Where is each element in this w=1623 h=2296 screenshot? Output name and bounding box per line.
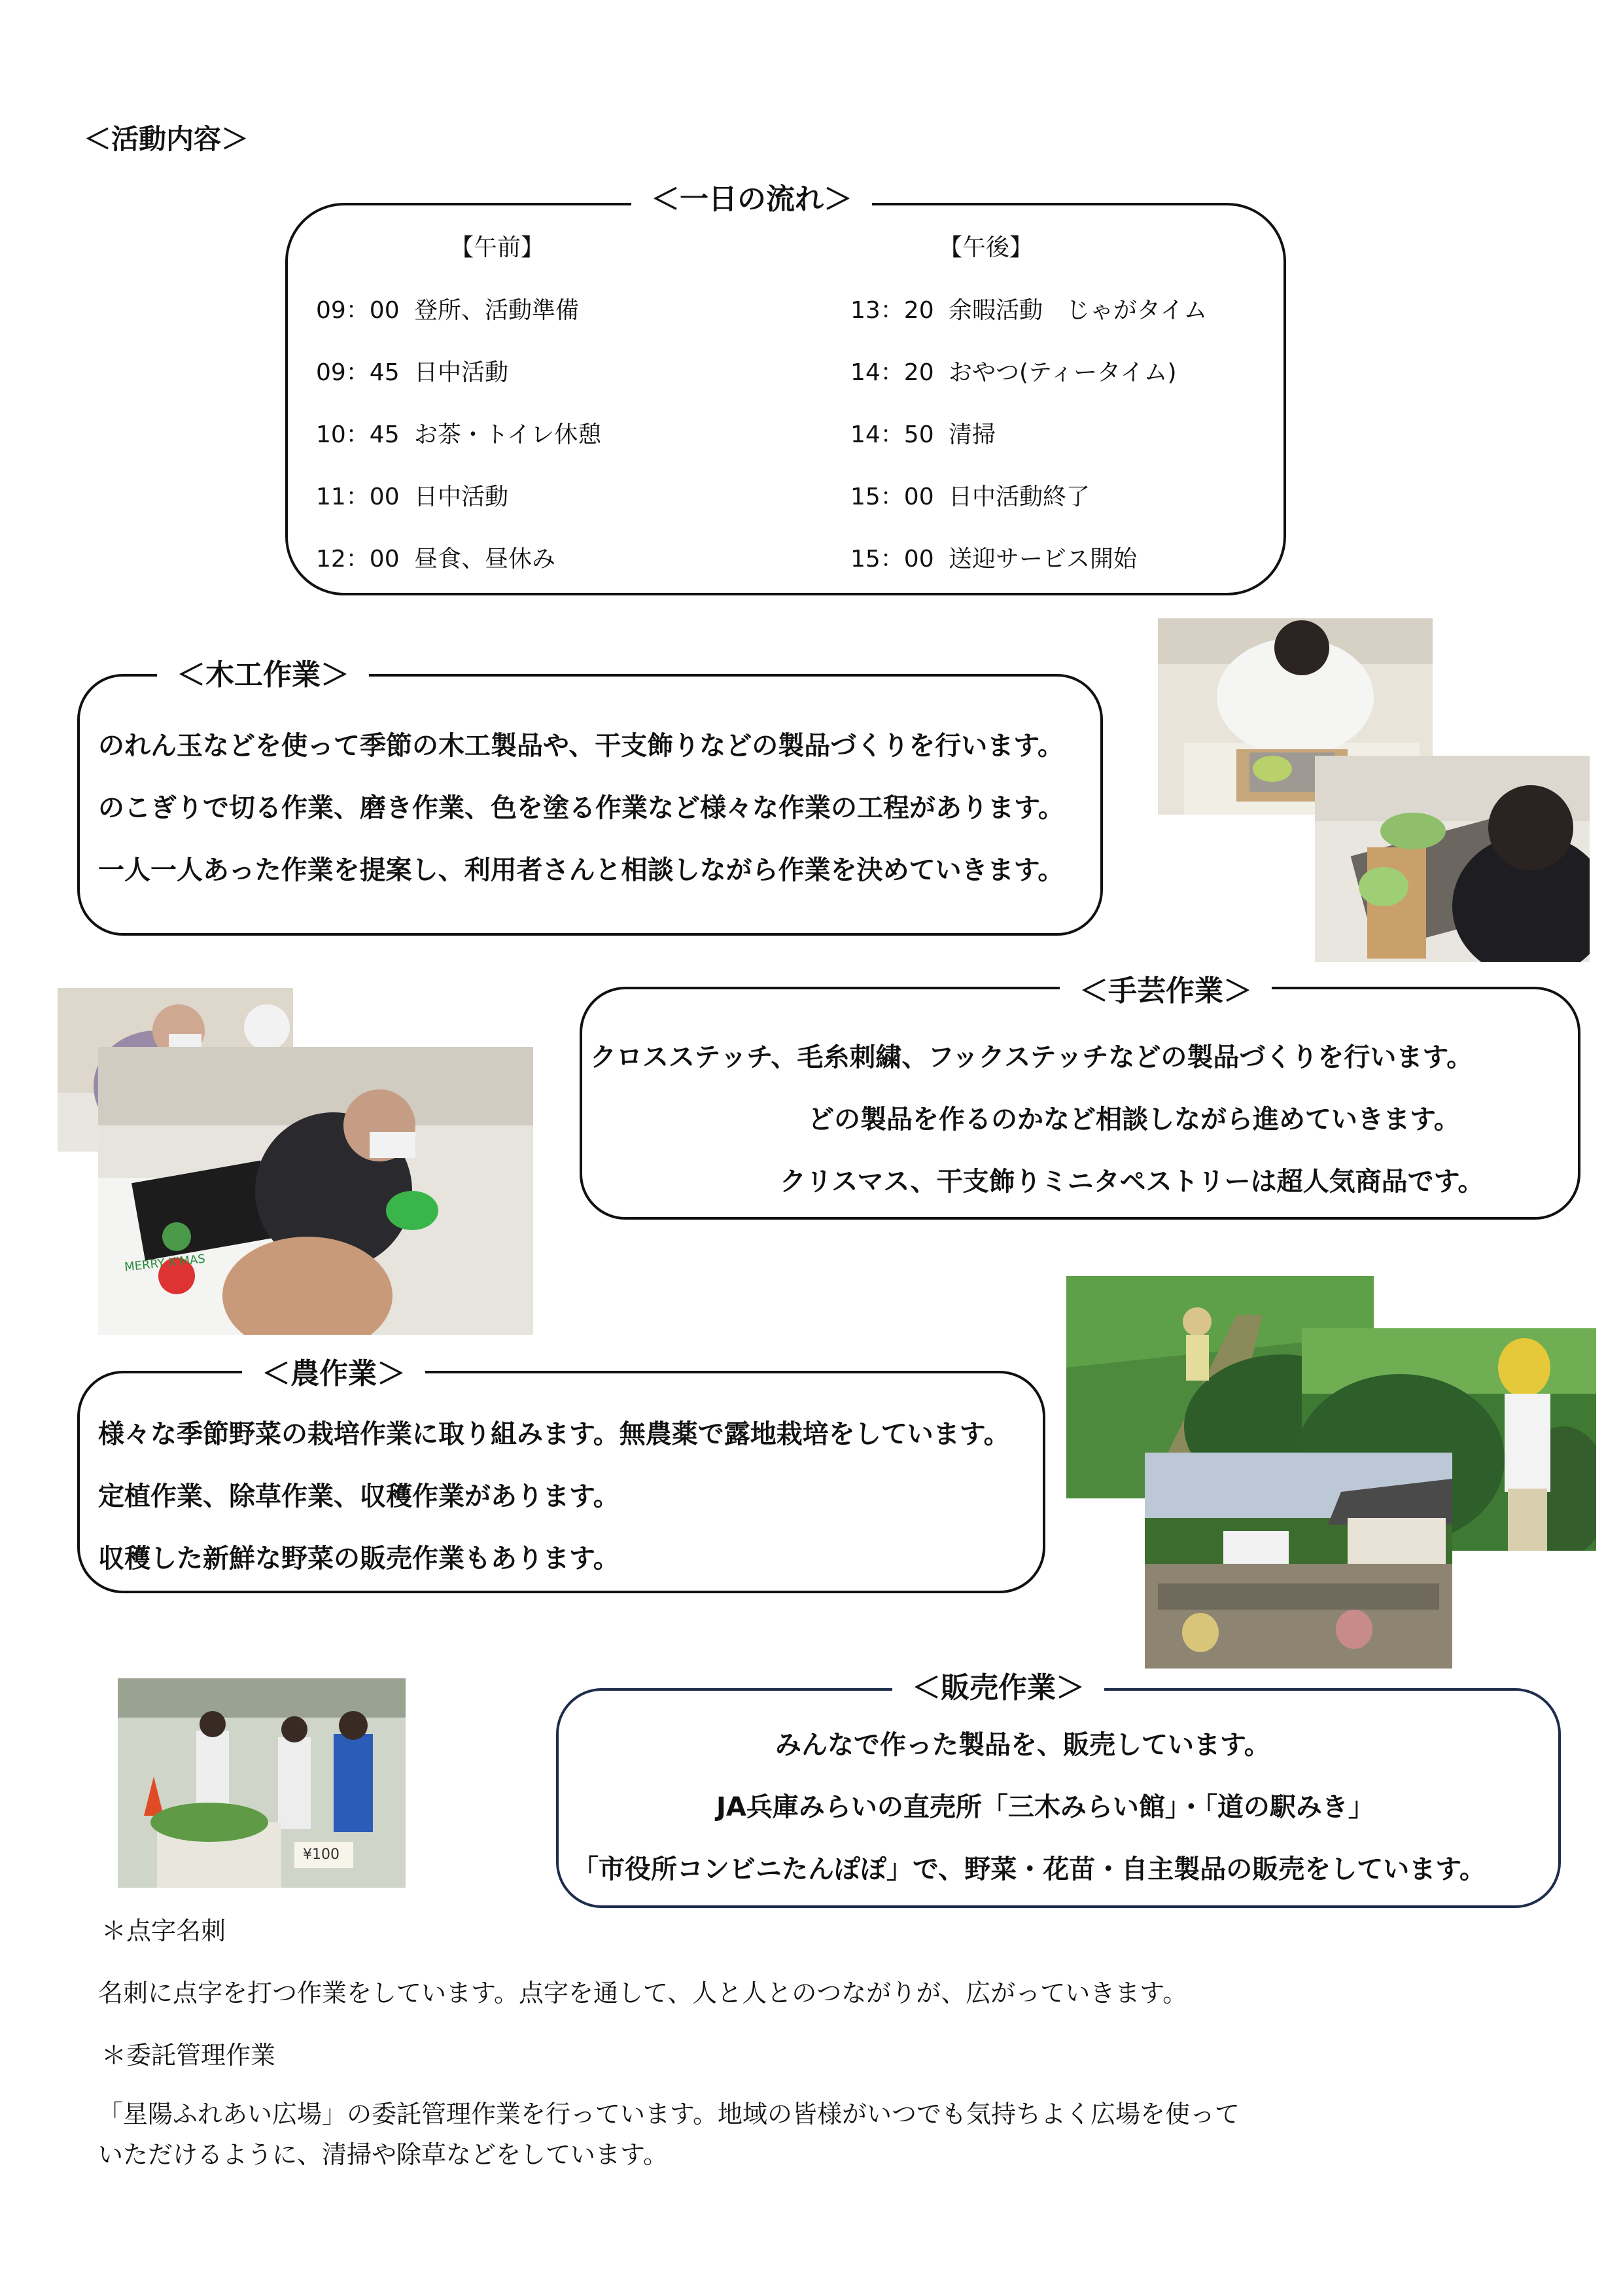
farming-photo-3 xyxy=(1145,1453,1452,1669)
sales-photo xyxy=(118,1678,406,1888)
pm-row: 15：00 日中活動終了 xyxy=(850,484,1091,510)
sales-line: みんなで作った製品を、販売しています。 xyxy=(775,1730,1270,1760)
farming-line: 定植作業、除草作業、収穫作業があります。 xyxy=(98,1481,620,1511)
farming-line: 様々な季節野菜の栽培作業に取り組みます。無農薬で露地栽培をしています。 xyxy=(98,1419,1010,1449)
handicraft-title: ＜手芸作業＞ xyxy=(1060,967,1272,1009)
woodwork-line: のれん玉などを使って季節の木工製品や、干支飾りなどの製品づくりを行います。 xyxy=(98,731,1064,761)
sales-title: ＜販売作業＞ xyxy=(892,1664,1104,1706)
am-row: 09：45 日中活動 xyxy=(316,359,509,386)
handicraft-line: クリスマス、干支飾りミニタペストリーは超人気商品です。 xyxy=(780,1167,1484,1197)
page-heading: ＜活動内容＞ xyxy=(84,123,249,155)
schedule-title: ＜一日の流れ＞ xyxy=(631,175,872,217)
woodwork-line: のこぎりで切る作業、磨き作業、色を塗る作業など様々な作業の工程があります。 xyxy=(98,793,1064,823)
am-label: 【午前】 xyxy=(450,234,545,261)
handicraft-line: どの製品を作るのかなど相談しながら進めていきます。 xyxy=(808,1104,1460,1135)
am-row: 11：00 日中活動 xyxy=(316,484,509,510)
woodwork-line: 一人一人あった作業を提案し、利用者さんと相談しながら作業を決めていきます。 xyxy=(98,855,1064,885)
am-row: 10：45 お茶・トイレ休憩 xyxy=(316,421,602,448)
sales-line: 「市役所コンビニたんぽぽ」で、野菜・花苗・自主製品の販売をしています。 xyxy=(572,1854,1486,1884)
woodwork-photo-2 xyxy=(1315,756,1590,962)
pm-row: 13：20 余暇活動 じゃがタイム xyxy=(850,297,1208,324)
braille-text: 名刺に点字を打つ作業をしています。点字を通して、人と人とのつながりが、広がっていきます。 xyxy=(98,1979,1188,2007)
price-tag: ¥100 xyxy=(303,1846,340,1863)
am-row: 09：00 登所、活動準備 xyxy=(316,297,580,324)
consignment-text-line: 「星陽ふれあい広場」の委託管理作業を行っています。地域の皆様がいつでも気持ちよく広場を使って xyxy=(98,2100,1240,2128)
handicraft-photo-2 xyxy=(98,1047,533,1335)
sales-line: JA兵庫みらいの直売所「三木みらい館」・「道の駅みき」 xyxy=(716,1792,1374,1822)
pm-row: 14：50 清掃 xyxy=(850,421,996,448)
handicraft-line: クロスステッチ、毛糸刺繍、フックステッチなどの製品づくりを行います。 xyxy=(590,1042,1473,1072)
farming-line: 収穫した新鮮な野菜の販売作業もあります。 xyxy=(98,1544,620,1574)
consignment-title: ＊委託管理作業 xyxy=(101,2041,276,2070)
schedule-box xyxy=(285,203,1286,595)
consignment-text-line: いただけるように、清掃や除草などをしています。 xyxy=(98,2140,668,2169)
pm-row: 14：20 おやつ(ティータイム) xyxy=(850,359,1177,386)
farming-title: ＜農作業＞ xyxy=(242,1350,425,1392)
am-row: 12：00 昼食、昼休み xyxy=(316,546,556,573)
pm-label: 【午後】 xyxy=(939,234,1034,261)
woodwork-title: ＜木工作業＞ xyxy=(157,651,369,693)
pm-row: 15：00 送迎サービス開始 xyxy=(850,546,1138,573)
braille-title: ＊点字名刺 xyxy=(101,1916,226,1945)
handicraft-photo-caption: MERRY X'MAS xyxy=(124,1252,206,1275)
